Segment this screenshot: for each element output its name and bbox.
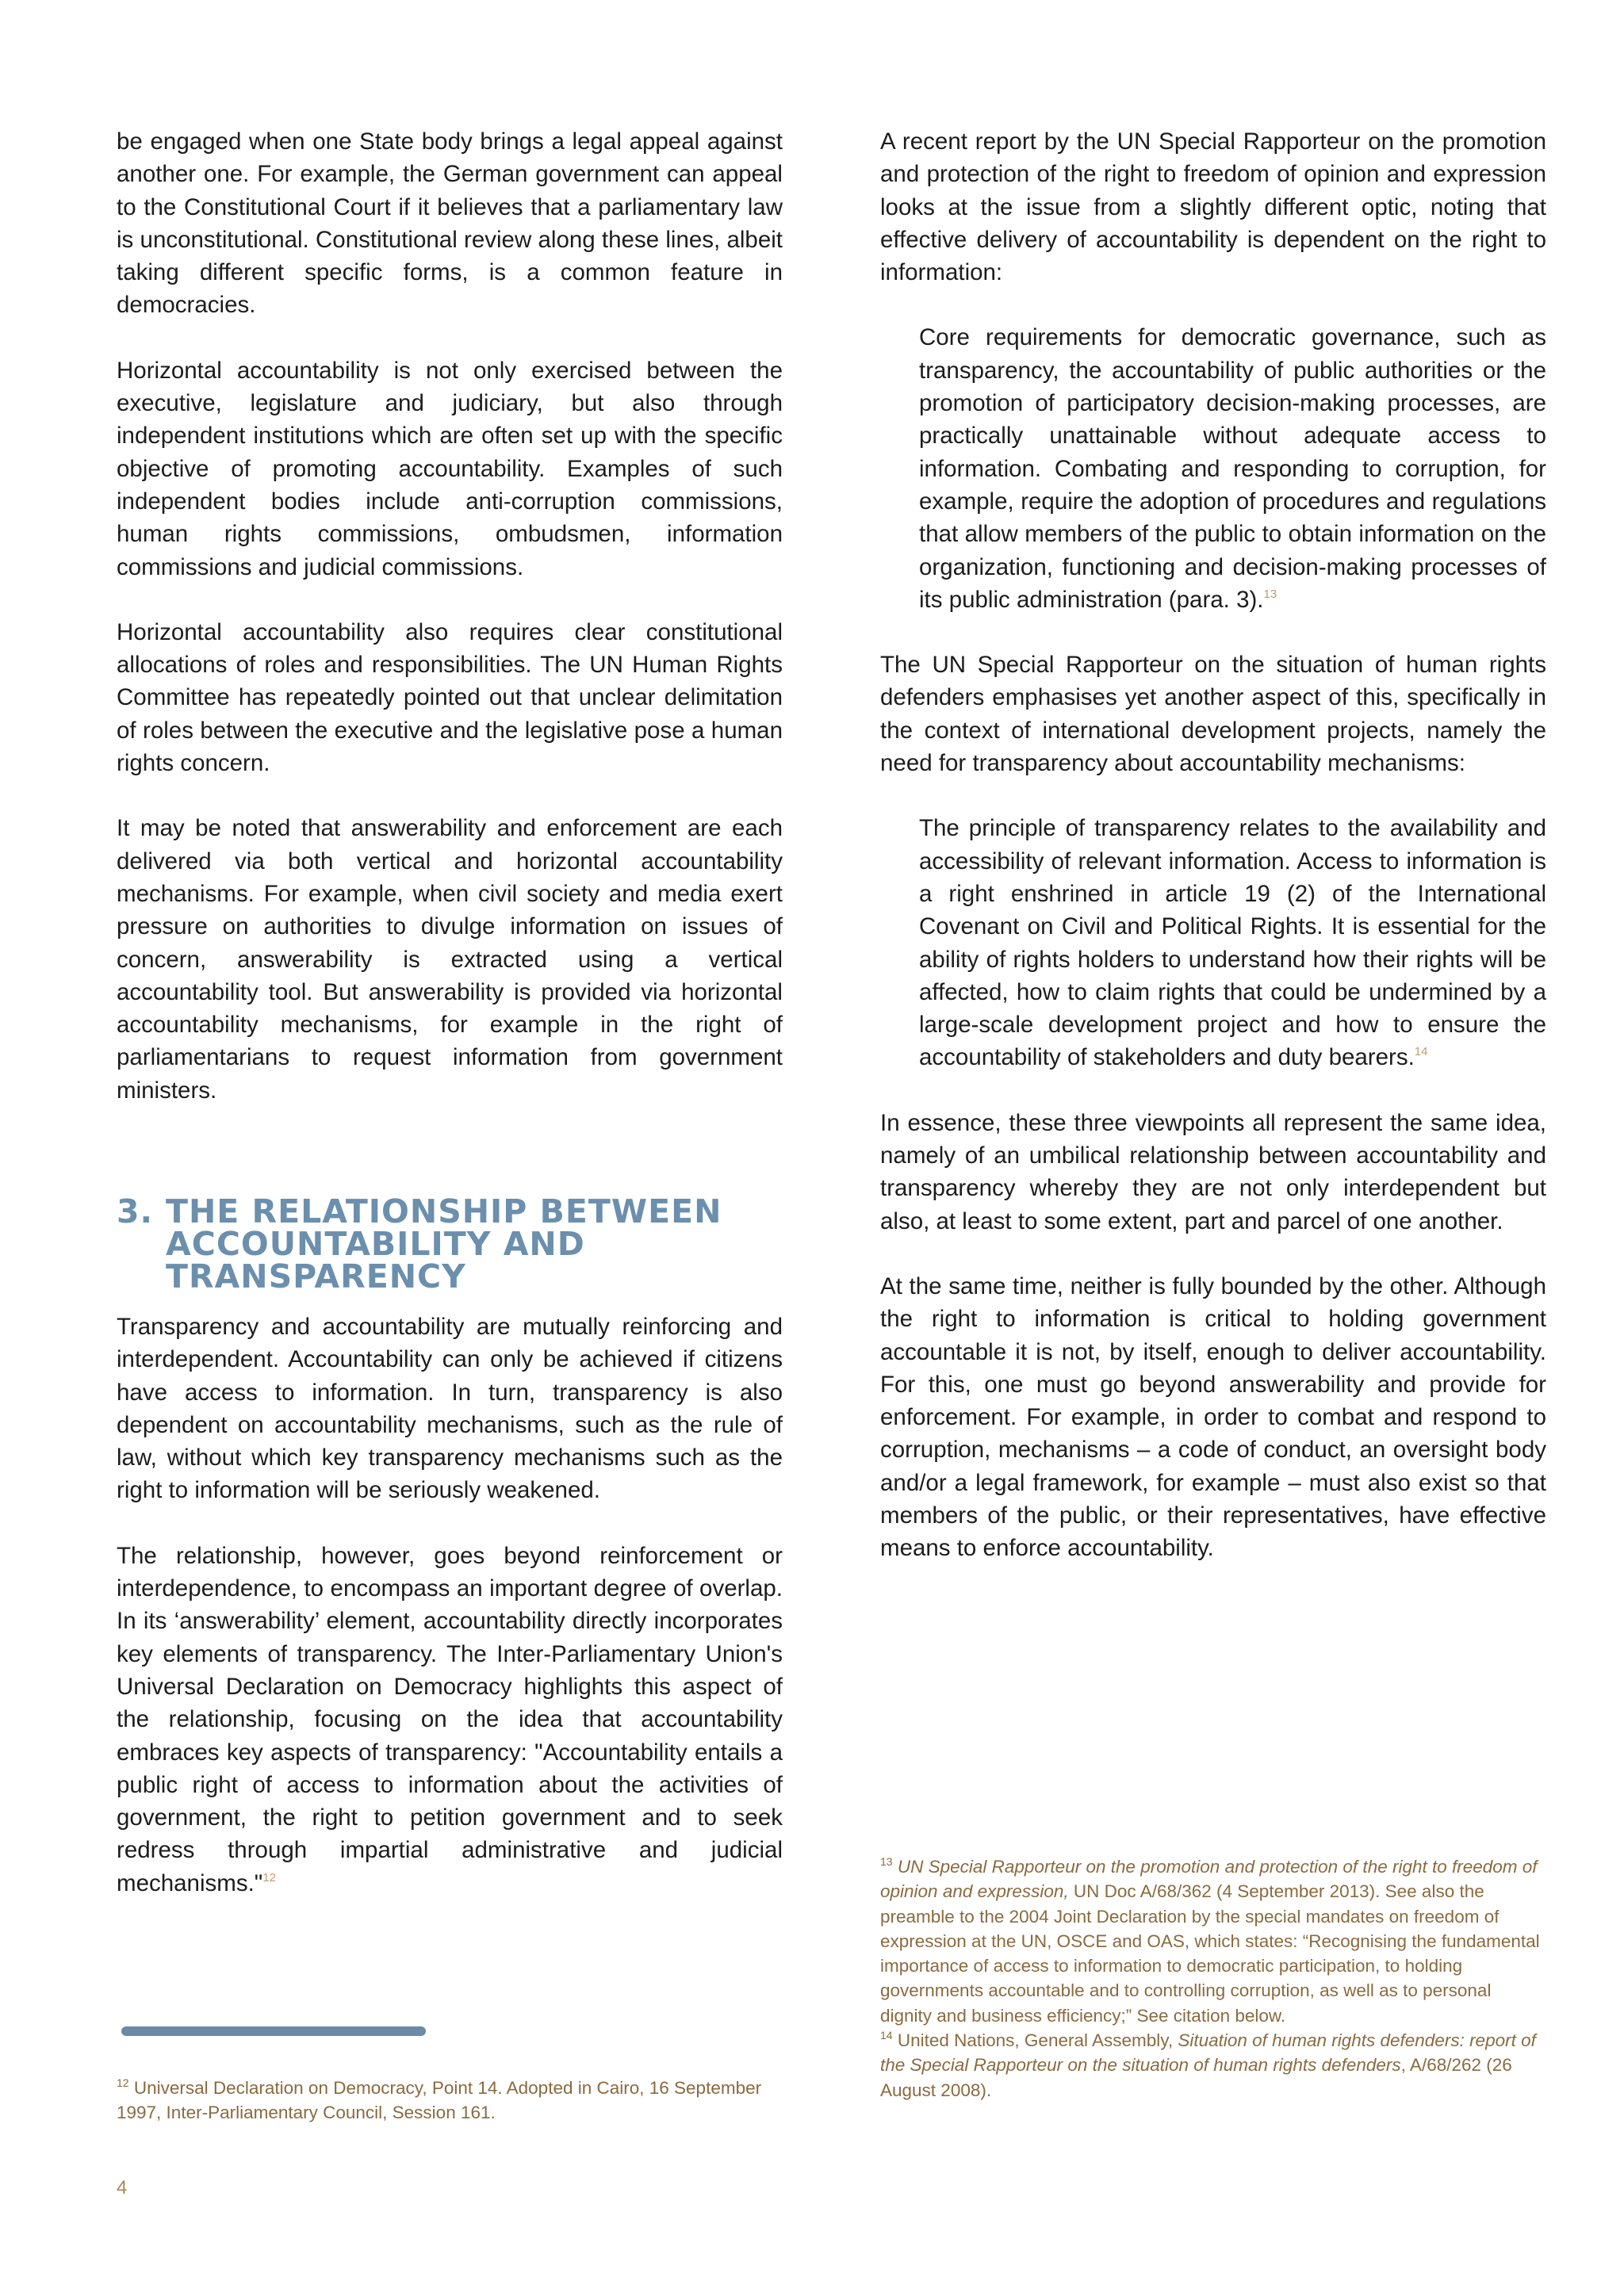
footnote-title: UN Special Rapporteur on the promotion and protection of the right to freedom of opinion and expression, [880,1857,1538,1902]
paragraph: be engaged when one State body brings a legal appeal against another one. For example, the German government can appeal to the Constitutional Court if it believes that a parliamentary law is unconstitutional. Constitutional review along these lines, albeit taking different specific forms, is a common feature in democracies. [117,128,783,319]
footnote-ref-13[interactable]: 13 [1263,587,1277,601]
footnote-text: , A/68/262 (26 August 2008). [880,2055,1512,2100]
section-number: 3. [117,1192,154,1230]
page-number: 4 [117,2177,128,2198]
footnote-number: 12 [117,2076,129,2089]
quote-text: Core requirements for democratic governance, such as transparency, the accountability of public authorities or the promotion of participatory decision-making processes, are practically unattainable without adequate access to information. Combating and responding to corruption, for example, require the adoption of procedures and regulations that allow members of the public to obtain information on the organization, functioning and decision-making processes of its public administration (para. 3). [919,324,1546,613]
paragraph: Horizontal accountability also requires clear constitutional allocations of roles and responsibilities. The UN Human Rights Committee has repeatedly pointed out that unclear delimitation of roles between the executive and the legislative pose a human rights concern. [117,618,783,777]
paragraph-text: The relationship, however, goes beyond reinforcement or interdependence, to encompass an important degree of overlap. In its ‘answerability’ element, accountability directly incorporates key elements of transparency. The Inter-Parliamentary Union's Universal Declaration on Democracy highlights this aspect of the relationship, focusing on the idea that accountability embraces key aspects of transparency: "Accountability entails a public right of access to information about the activities of government, the right to petition government and to seek redress through impartial administrative and judicial mechanisms." [117,1542,783,1896]
block-quote [880,812,1546,1073]
right-column [880,125,1546,1598]
footnote-ref-12[interactable]: 12 [262,1870,276,1885]
paragraph: A recent report by the UN Special Rapporteur on the promotion and protection of the right to freedom of opinion and expression looks at the issue from a slightly different optic, noting that effective delivery of accountability is dependent on the right to information: [880,128,1546,286]
footnote-prefix: United Nations, General Assembly, [897,2030,1178,2051]
block-quote [880,321,1546,616]
footnote-number: 13 [880,1855,893,1868]
paragraph: In essence, these three viewpoints all represent the same idea, namely of an umbilical relationship between accountability and transparency whereby they are not only interdependent but also, at least to some extent, part and parcel of one another. [880,1109,1546,1234]
left-column [117,125,783,1139]
section-heading [117,1192,783,1295]
section-title: THE RELATIONSHIP BETWEEN ACCOUNTABILITY AND TRANSPARENCY [166,1192,722,1295]
paragraph: It may be noted that answerability and enforcement are each delivered via both vertical and horizontal accountability mechanisms. For example, when civil society and media exert pressure on authorities to divulge information on issues of concern, answerability is extracted using a vertical accountability tool. But answerability is provided via horizontal accountability mechanisms, for example in the right of parliamentarians to request information from government ministers. [117,815,783,1104]
footnote-12 [117,2076,783,2126]
footnote-title: Situation of human rights defenders: report of the Special Rapporteur on the situation of human rights defenders [880,2030,1536,2076]
quote-text: The principle of transparency relates to the availability and accessibility of relevant information. Access to information is a right enshrined in article 19 (2) of the International Covenant on Civil and Political Rights. It is essential for the ability of rights holders to understand how their rights will be affected, how to claim rights that could be undermined by a large-scale development project and how to ensure the accountability of stakeholders and duty bearers. [919,815,1546,1071]
footnote-divider [121,2026,426,2036]
paragraph: Transparency and accountability are mutually reinforcing and interdependent. Accountability can only be achieved if citizens have access to information. In turn, transparency is also dependent on accountability mechanisms, such as the rule of law, without which key transparency mechanisms such as the right to information will be seriously weakened. [117,1314,783,1504]
footnotes-right [880,1854,1546,2103]
footnote-13 [880,1854,1546,2028]
paragraph: Horizontal accountability is not only exercised between the executive, legislature and judiciary, but also through independent institutions which are often set up with the specific objective of promoting accountability. Examples of such independent bodies include anti-corruption commissions, human rights commissions, ombudsmen, information commissions and judicial commissions. [117,357,783,580]
paragraph [117,1540,783,1900]
footnote-ref-14[interactable]: 14 [1414,1045,1428,1059]
footnote-number: 14 [880,2029,893,2042]
paragraph: At the same time, neither is fully bounded by the other. Although the right to information is critical to holding government accountable it is not, by itself, enough to deliver accountability. For this, one must go beyond answerability and provide for enforcement. For example, in order to combat and respond to corruption, mechanisms – a code of conduct, an oversight body and/or a legal framework, for example – must also exist so that members of the public, or their representatives, have effective means to enforce accountability. [880,1272,1546,1562]
paragraph: The UN Special Rapporteur on the situation of human rights defenders emphasises yet another aspect of this, specifically in the context of international development projects, namely the need for transparency about accountability mechanisms: [880,652,1546,777]
footnote-14 [880,2028,1546,2103]
footnote-text: UN Doc A/68/362 (4 September 2013). See also the preamble to the 2004 Joint Declaration by the special mandates on freedom of expression at the UN, OSCE and OAS, which states: “Recognising the fundamental importance of access to information to democratic participation, to holding governments accountable and to controlling corruption, as well as to personal dignity and business efficiency;” See citation below. [880,1881,1540,2026]
left-column-section [117,1311,783,1932]
footnote-text: Universal Declaration on Democracy, Point 14. Adopted in Cairo, 16 September 1997, Inter-Parliamentary Council, Session 161. [117,2078,762,2123]
